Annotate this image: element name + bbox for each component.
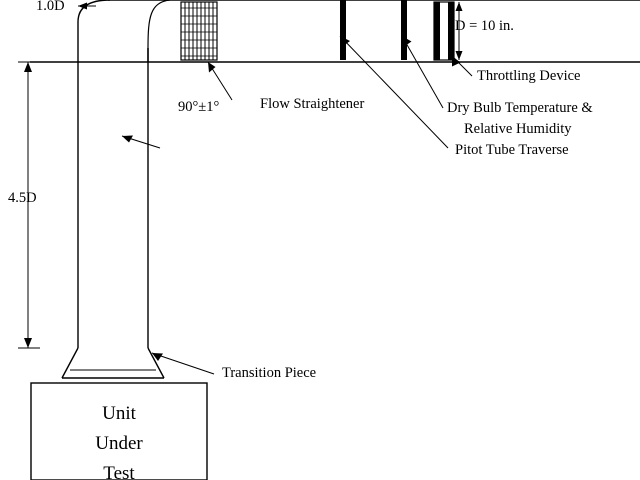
label-unit-under-test-line3: Test (103, 463, 135, 480)
label-dry-bulb-temperature: Dry Bulb Temperature & (447, 100, 593, 116)
label-relative-humidity: Relative Humidity (464, 121, 572, 137)
leader-throttling-device (452, 56, 472, 76)
horizontal-duct (30, 0, 640, 62)
label-duct-diameter: D = 10 in. (455, 18, 514, 34)
dry-bulb-sensor-element (401, 0, 407, 60)
leader-bend-angle (122, 136, 160, 149)
leader-1-0d (78, 3, 96, 10)
label-throttling-device: Throttling Device (477, 68, 581, 84)
label-flow-straightener: Flow Straightener (260, 96, 365, 112)
flow-straightener-element (181, 2, 217, 60)
leader-transition-piece (152, 353, 214, 374)
label-upper-duct-length: 1.0D (36, 0, 65, 14)
transition-piece-element (62, 348, 164, 378)
throttling-device-element (434, 2, 454, 60)
label-vertical-duct-length: 4.5D (8, 190, 37, 206)
pitot-tube-element (340, 0, 346, 60)
vertical-duct (78, 0, 170, 348)
leader-flow-straightener (208, 62, 232, 100)
label-bend-angle: 90°±1° (178, 99, 220, 115)
label-unit-under-test-line1: Unit (102, 403, 136, 424)
label-pitot-tube-traverse: Pitot Tube Traverse (455, 142, 569, 158)
label-unit-under-test-line2: Under (95, 433, 143, 454)
label-transition-piece: Transition Piece (222, 365, 317, 381)
leader-pitot-tube (340, 36, 448, 148)
